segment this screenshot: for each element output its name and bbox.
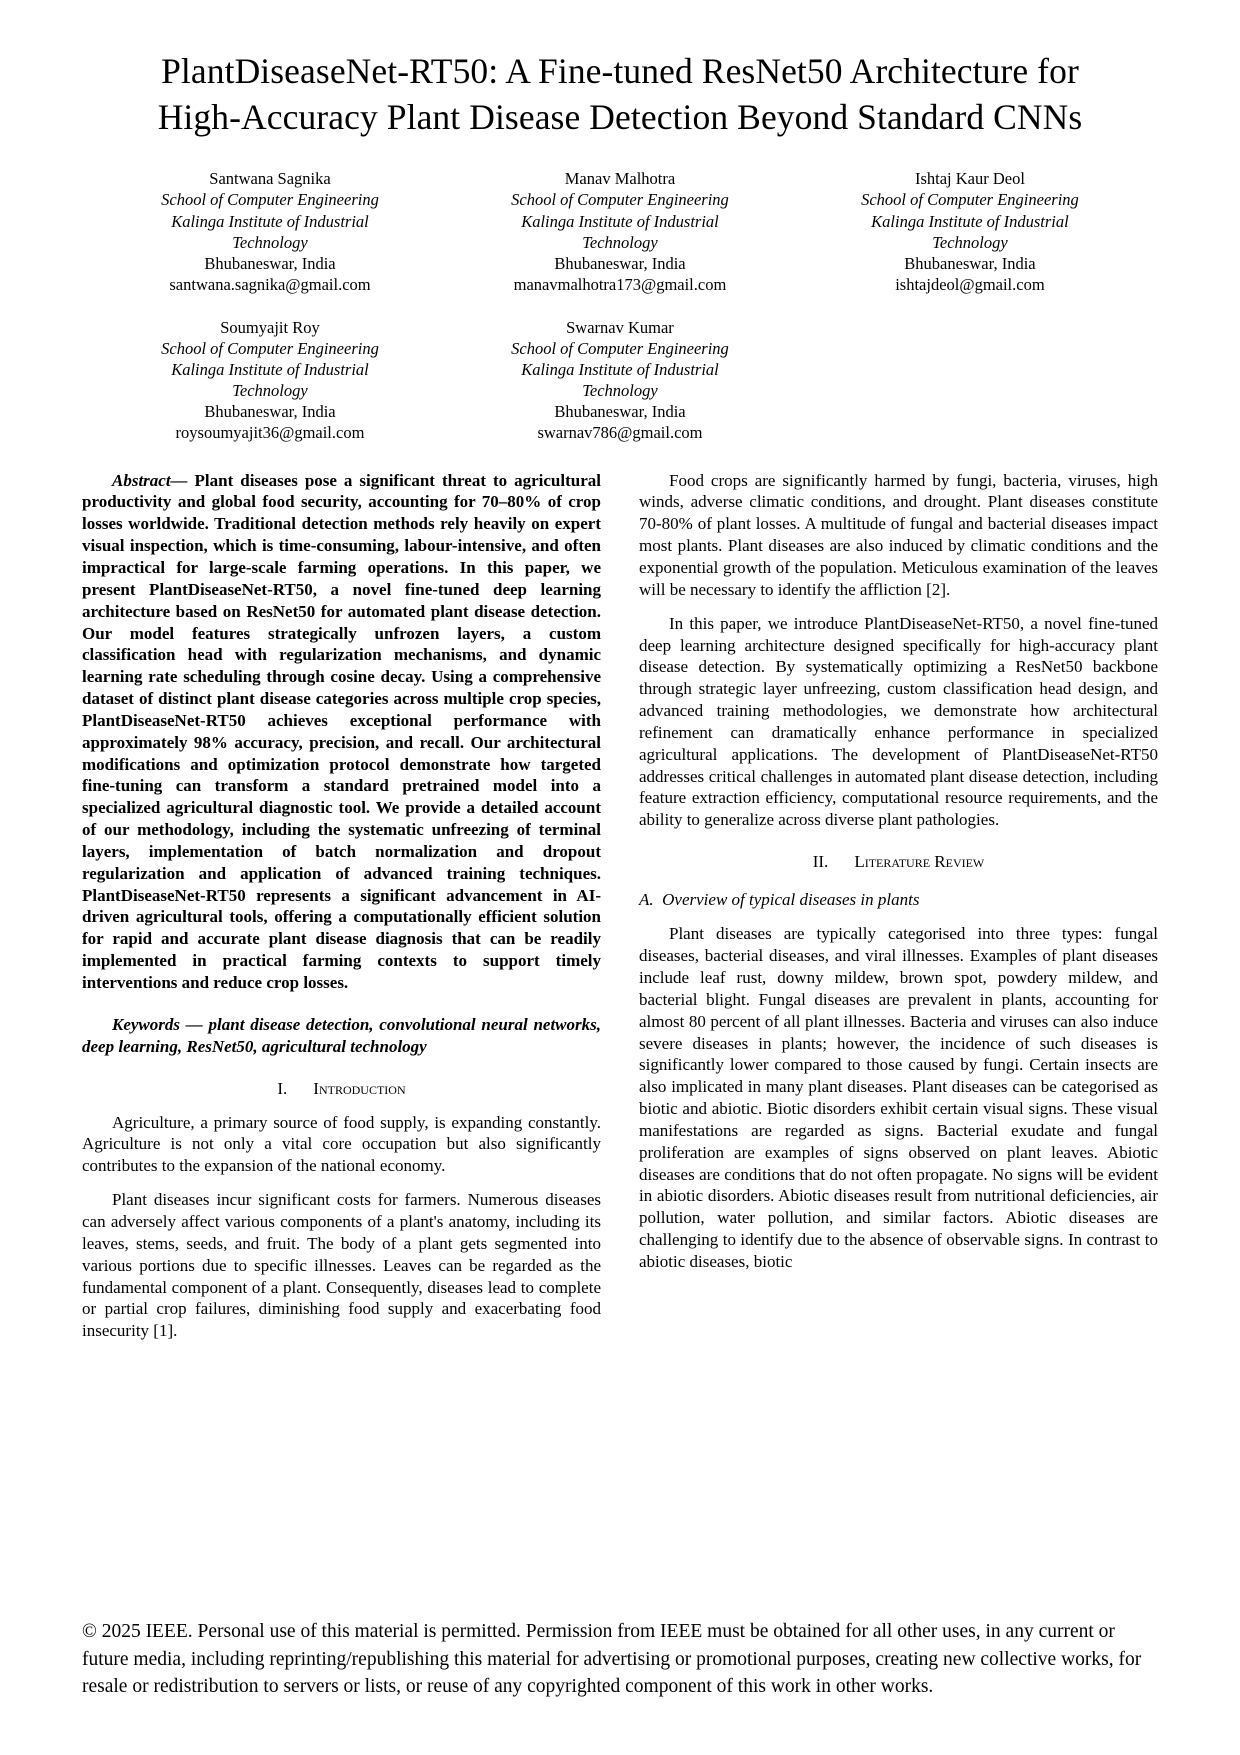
author-organization-cont: Technology	[232, 232, 308, 252]
paragraph: Food crops are significantly harmed by fungi, bacteria, viruses, high winds, adverse climatic conditions, and drought. Plant diseases constitute 70-80% of plant losses. A multitude of fungal and bacterial diseases impact most plants. Plant diseases are also induced by climatic conditions and the exponential growth of the population. Meticulous examination of the leaves will be necessary to identify the affliction [2].	[639, 470, 1158, 599]
section-title: Literature Review	[854, 852, 985, 872]
author-city: Bhubaneswar, India	[204, 253, 336, 273]
author-email[interactable]: swarnav786@gmail.com	[537, 423, 703, 443]
author-block	[795, 168, 1145, 295]
author-organization: Kalinga Institute of Industrial	[871, 211, 1069, 231]
title-block	[0, 0, 1240, 140]
author-name: Ishtaj Kaur Deol	[914, 169, 1025, 189]
author-organization: Kalinga Institute of Industrial	[521, 211, 719, 231]
page-title: PlantDiseaseNet-RT50: A Fine-tuned ResNet50 Architecture for High-Accuracy Plant Disease Detection Beyond Standard CNNs	[157, 51, 1083, 138]
author-block	[95, 317, 445, 444]
subsection-label: A.	[639, 890, 654, 910]
abstract-label: Abstract—	[112, 470, 188, 490]
subsection-heading-a	[639, 889, 1158, 911]
author-department: School of Computer Engineering	[161, 339, 379, 359]
abstract-paragraph	[82, 470, 601, 994]
keywords-paragraph: Keywords — plant disease detection, convolutional neural networks, deep learning, ResNet50, agricultural technology	[82, 1014, 601, 1056]
author-block-empty	[795, 317, 1145, 444]
section-heading-introduction	[82, 1078, 601, 1100]
section-title: Introduction	[313, 1078, 406, 1098]
authors-area	[0, 168, 1240, 443]
author-email[interactable]: roysoumyajit36@gmail.com	[175, 423, 365, 443]
paragraph: In this paper, we introduce PlantDiseaseNet-RT50, a novel fine-tuned deep learning architecture designed specifically for high-accuracy plant disease detection. By systematically optimizing a ResNet50 backbone through strategic layer unfreezing, custom classification head design, and advanced training methodologies, we demonstrate how architectural refinement can dramatically enhance performance in specialized agricultural applications. The development of PlantDiseaseNet-RT50 addresses critical challenges in automated plant disease detection, including feature extraction efficiency, computational resource requirements, and the ability to generalize across diverse plant pathologies.	[639, 613, 1158, 830]
section-numeral: II.	[812, 852, 829, 872]
body-columns	[0, 470, 1240, 1342]
author-organization: Kalinga Institute of Industrial	[171, 360, 369, 380]
column-right	[639, 470, 1158, 1342]
section-heading-literature-review	[639, 851, 1158, 873]
author-department: School of Computer Engineering	[861, 190, 1079, 210]
author-organization-cont: Technology	[582, 232, 658, 252]
author-email[interactable]: ishtajdeol@gmail.com	[895, 274, 1045, 294]
author-department: School of Computer Engineering	[511, 190, 729, 210]
author-row	[95, 168, 1145, 295]
author-email[interactable]: manavmalhotra173@gmail.com	[513, 274, 727, 294]
author-city: Bhubaneswar, India	[554, 402, 686, 422]
column-left	[82, 470, 601, 1342]
paragraph: Plant diseases incur significant costs for farmers. Numerous diseases can adversely affect various components of a plant's anatomy, including its leaves, stems, seeds, and fruit. The body of a plant gets segmented into various portions due to specific illnesses. Leaves can be regarded as the fundamental component of a plant. Consequently, diseases lead to complete or partial crop failures, diminishing food supply and exacerbating food insecurity [1].	[82, 1190, 601, 1341]
abstract-text: Plant diseases pose a significant threat to agricultural productivity and global food security, accounting for 70–80% of crop losses worldwide. Traditional detection methods rely heavily on expert visual inspection, which is time-consuming, labour-intensive, and often impractical for large-scale farming operations. In this paper, we present PlantDiseaseNet-RT50, a novel fine-tuned deep learning architecture based on ResNet50 for automated plant disease detection. Our model features strategically unfrozen layers, a custom classification head with regularization mechanisms, and dynamic learning rate scheduling through cosine decay. Using a comprehensive dataset of distinct plant disease categories across multiple crop species, PlantDiseaseNet-RT50 achieves exceptional performance with approximately 98% accuracy, precision, and recall. Our architectural modifications and optimization protocol demonstrate how targeted fine-tuning can transform a standard pretrained model into a specialized agricultural diagnostic tool. We provide a detailed account of our methodology, including the systematic unfreezing of terminal layers, implementation of batch normalization and dropout regularization and application of advanced training techniques. PlantDiseaseNet-RT50 represents a significant advancement in AI-driven agricultural tools, offering a computationally efficient solution for rapid and accurate plant disease diagnosis that can be readily implemented in practical farming contexts to support timely interventions and reduce crop losses.	[82, 470, 601, 992]
author-block	[445, 317, 795, 444]
author-email[interactable]: santwana.sagnika@gmail.com	[169, 274, 371, 294]
author-name: Soumyajit Roy	[220, 317, 320, 337]
author-department: School of Computer Engineering	[511, 339, 729, 359]
section-numeral: I.	[277, 1078, 288, 1098]
subsection-title: Overview of typical diseases in plants	[662, 890, 920, 910]
author-city: Bhubaneswar, India	[904, 253, 1036, 273]
author-organization-cont: Technology	[932, 232, 1008, 252]
copyright-notice: © 2025 IEEE. Personal use of this material is permitted. Permission from IEEE must be obtained for all other uses, in any current or future media, including reprinting/republishing this material for advertising or promotional purposes, creating new collective works, for resale or redistribution to servers or lists, or reuse of any copyrighted component of this work in other works.	[82, 1620, 1142, 1698]
author-organization-cont: Technology	[232, 381, 308, 401]
author-name: Swarnav Kumar	[566, 317, 674, 337]
author-organization: Kalinga Institute of Industrial	[171, 211, 369, 231]
author-department: School of Computer Engineering	[161, 190, 379, 210]
paragraph: Plant diseases are typically categorised into three types: fungal diseases, bacterial diseases, and viral illnesses. Examples of plant diseases include leaf rust, downy mildew, brown spot, powdery mildew, and bacterial blight. Fungal diseases are prevalent in plants, accounting for almost 80 percent of all plant illnesses. Bacteria and viruses can also induce severe diseases in plants; however, the incidence of such diseases is significantly lower compared to those caused by fungi. Certain insects are also implicated in many plant diseases. Plant diseases can be categorised as biotic and abiotic. Biotic disorders exhibit certain visual signs. These visual manifestations are regarded as signs. Bacterial exudate and fungal proliferation are examples of signs observed on plant leaves. Abiotic diseases are conditions that do not often propagate. No signs will be evident in abiotic disorders. Abiotic diseases result from nutritional deficiencies, air pollution, water pollution, and similar factors. Abiotic diseases are challenging to identify due to the absence of observable signs. In contrast to abiotic diseases, biotic	[639, 924, 1158, 1271]
author-organization-cont: Technology	[582, 381, 658, 401]
author-name: Manav Malhotra	[564, 169, 676, 189]
author-block	[445, 168, 795, 295]
paragraph: Agriculture, a primary source of food supply, is expanding constantly. Agriculture is not only a vital core occupation but also significantly contributes to the expansion of the national economy.	[82, 1112, 601, 1176]
author-name: Santwana Sagnika	[209, 169, 331, 189]
author-block	[95, 168, 445, 295]
author-organization: Kalinga Institute of Industrial	[521, 360, 719, 380]
author-row	[95, 317, 1145, 444]
author-city: Bhubaneswar, India	[204, 402, 336, 422]
author-city: Bhubaneswar, India	[554, 253, 686, 273]
